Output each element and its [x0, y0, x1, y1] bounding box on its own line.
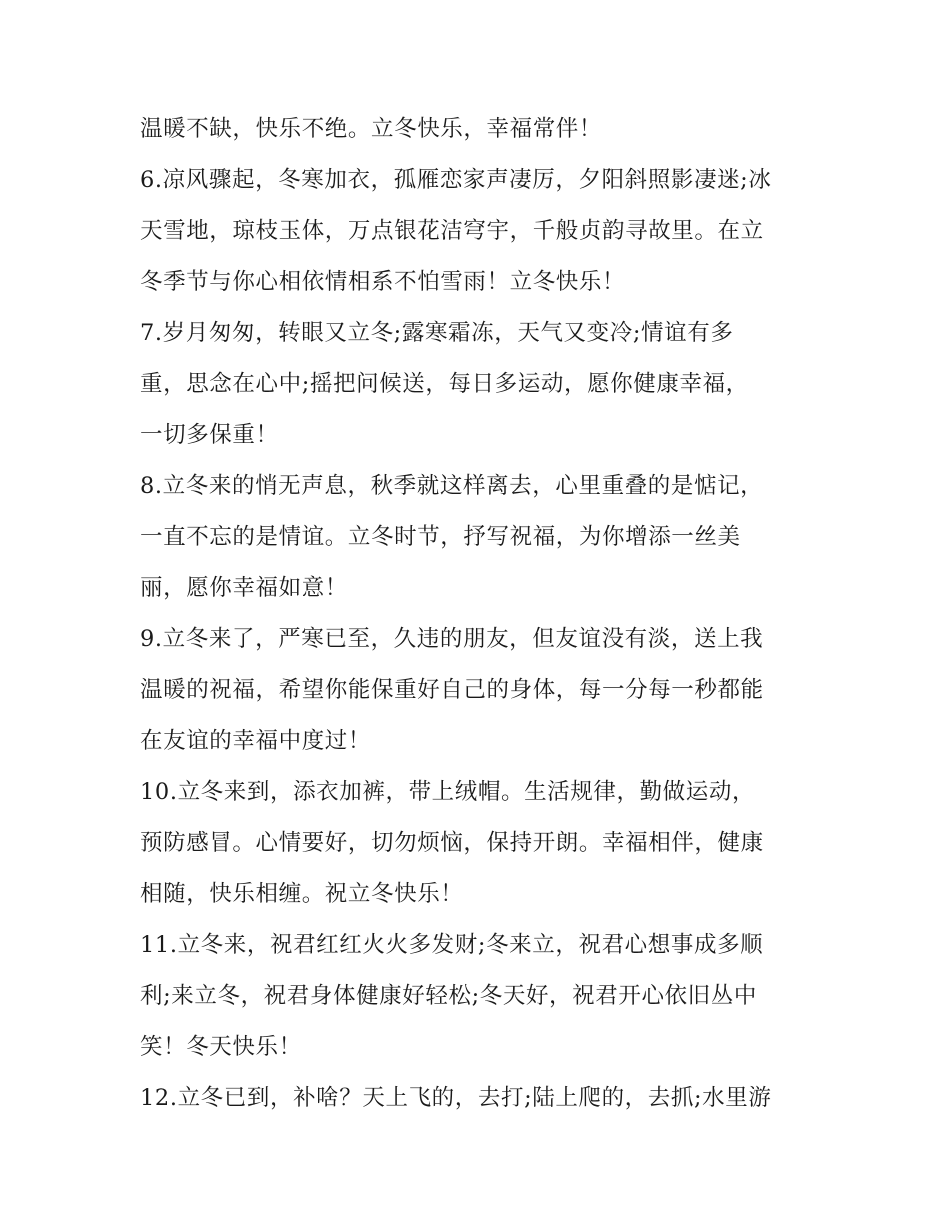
paragraph-9: [140, 614, 815, 767]
text-line: 笑！冬天快乐！: [140, 1034, 302, 1060]
text-line: 12.立冬已到，补啥？天上飞的，去打;陆上爬的，去抓;水里游: [140, 1085, 772, 1111]
text-line: 10.立冬来到，添衣加裤，带上绒帽。生活规律，勤做运动，: [140, 779, 756, 805]
paragraph-7: [140, 308, 815, 461]
paragraph-5-end: [140, 104, 815, 155]
text-line: 重，思念在心中;摇把问候送，每日多运动，愿你健康幸福，: [140, 371, 749, 397]
text-line: 利;来立冬，祝君身体健康好轻松;冬天好，祝君开心依旧丛中: [140, 983, 757, 1009]
paragraph-10: [140, 767, 815, 920]
text-line: 11.立冬来，祝君红红火火多发财;冬来立，祝君心想事成多顺: [140, 932, 764, 958]
text-line: 9.立冬来了，严寒已至，久违的朋友，但友谊没有淡，送上我: [140, 626, 764, 652]
text-line: 在友谊的幸福中度过！: [140, 728, 372, 754]
document-page: [140, 104, 815, 1124]
text-line: 温暖的祝福，希望你能保重好自己的身体，每一分每一秒都能: [140, 677, 764, 703]
paragraph-6: [140, 155, 815, 308]
text-line: 预防感冒。心情要好，切勿烦恼，保持开朗。幸福相伴，健康: [140, 830, 764, 856]
text-line: 7.岁月匆匆，转眼又立冬;露寒霜冻，天气又变冷;情谊有多: [140, 320, 734, 346]
text-line: 冬季节与你心相依情相系不怕雪雨！立冬快乐！: [140, 269, 626, 295]
paragraph-8: [140, 461, 815, 614]
text-line: 一切多保重！: [140, 422, 279, 448]
text-line: 一直不忘的是情谊。立冬时节，抒写祝福，为你增添一丝美: [140, 524, 741, 550]
text-line: 温暖不缺，快乐不绝。立冬快乐，幸福常伴！: [140, 116, 603, 142]
paragraph-12: [140, 1073, 815, 1124]
text-line: 天雪地，琼枝玉体，万点银花洁穹宇，千般贞韵寻故里。在立: [140, 218, 764, 244]
text-line: 6.凉风骤起，冬寒加衣，孤雁恋家声凄厉，夕阳斜照影凄迷;冰: [140, 167, 772, 193]
text-line: 丽，愿你幸福如意！: [140, 575, 348, 601]
paragraph-11: [140, 920, 815, 1073]
text-line: 相随，快乐相缠。祝立冬快乐！: [140, 881, 464, 907]
text-line: 8.立冬来的悄无声息，秋季就这样离去，心里重叠的是惦记，: [140, 473, 764, 499]
